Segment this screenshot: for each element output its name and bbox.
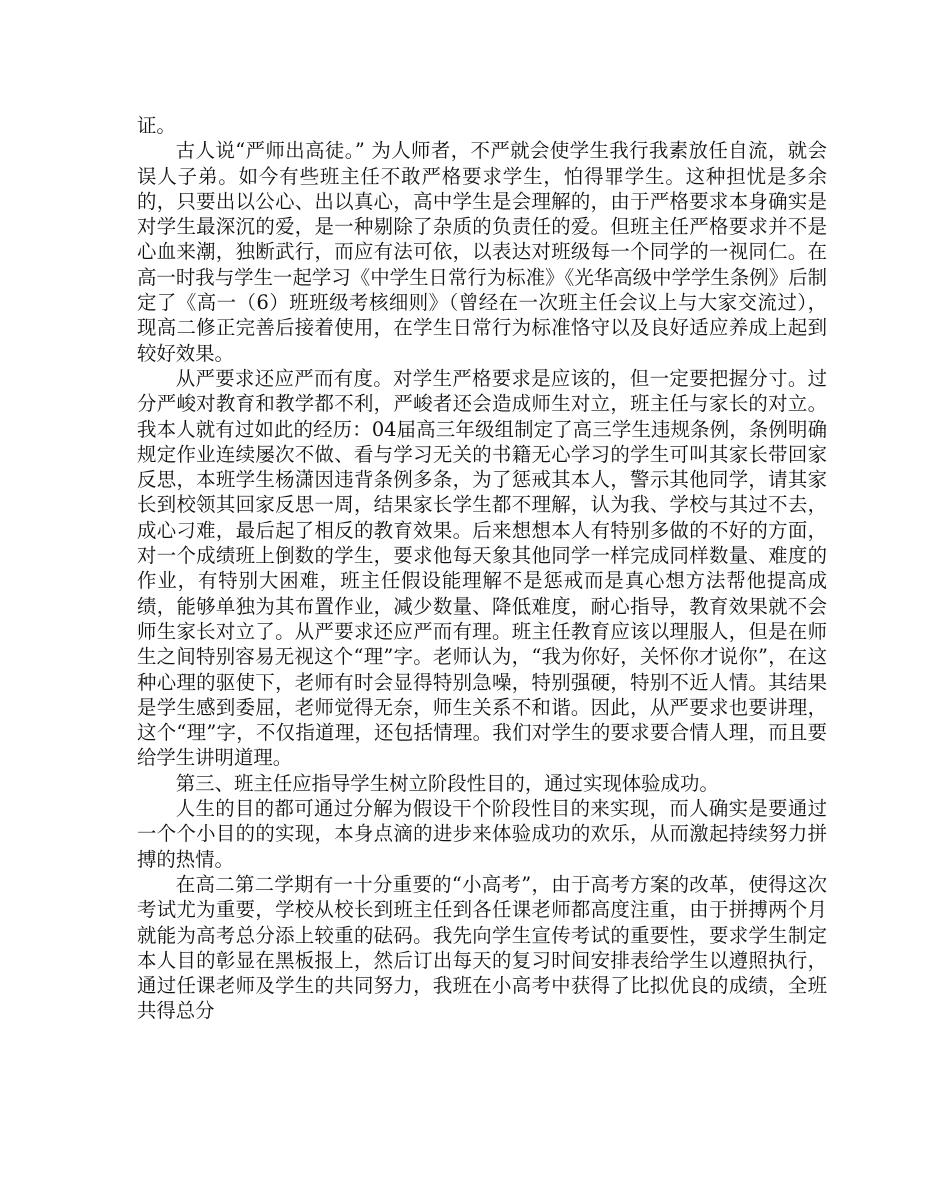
paragraph-continued: 证。 <box>137 114 176 137</box>
paragraph-strict-with-measure: 从严要求还应严而有度。对学生严格要求是应该的，但一定要把握分寸。过分严峻对教育和教学都不利，严峻者还会造成师生对立，班主任与家长的对立。我本人就有过如此的经历：04届高三年级组制定了高三学生违规条例，条例明确规定作业连续屡次不做、看与学习无关的书籍无心学习的学生可叫其家长带回家反思，本班学生杨潇因违背条例多条，为了惩戒其本人，警示其他同学，请其家长到校领其回家反思一周，结果家长学生都不理解，认为我、学校与其过不去，成心刁难，最后起了相反的教育效果。后来想想本人有特别多做的不好的方面，对一个成绩班上倒数的学生，要求他每天象其他同学一样完成同样数量、难度的作业，有特别大困难，班主任假设能理解不是惩戒而是真心想方法帮他提高成绩，能够单独为其布置作业，减少数量、降低难度，耐心指导，教育效果就不会师生家长对立了。从严要求还应严而有理。班主任教育应该以理服人，但是在师生之间特别容易无视这个“理”字。老师认为，“我为你好，关怀你才说你”，在这种心理的驱使下，老师有时会显得特别急噪，特别强硬，特别不近人情。其结果是学生感到委屈，老师觉得无奈，师生关系不和谐。因此，从严要求也要讲理，这个“理”字，不仅指道理，还包括情理。我们对学生的要求要合情人理，而且要给学生讲明道理。 <box>137 366 827 770</box>
paragraph-strict-teacher: 古人说“严师出高徒。” 为人师者，不严就会使学生我行我素放任自流，就会误人子弟。如今有些班主任不敢严格要求学生，怕得罪学生。这种担忧是多余的，只要出以公心、出以真心，高中学生是会理解的，由于严格要求本身确实是对学生最深沉的爱，是一种剔除了杂质的负责任的爱。但班主任严格要求并不是心血来潮，独断武行，而应有法可依，以表达对班级每一个同学的一视同仁。在高一时我与学生一起学习《中学生日常行为标准》《光华高级中学学生条例》后制定了《高一（6）班班级考核细则》（曾经在一次班主任会议上与大家交流过），现高二修正完善后接着使用，在学生日常行为标准恪守以及良好适应养成上起到较好效果。 <box>137 139 827 365</box>
document-page <box>137 113 827 1024</box>
paragraph-life-goals: 人生的目的都可通过分解为假设干个阶段性目的来实现，而人确实是要通过一个个小目的的实现，本身点滴的进步来体验成功的欢乐，从而激起持续努力拼搏的热情。 <box>137 797 827 871</box>
paragraph-small-gaokao: 在高二第二学期有一十分重要的“小高考”，由于高考方案的改革，使得这次考试尤为重要，学校从校长到班主任到各任课老师都高度注重，由于拼搏两个月就能为高考总分添上较重的砝码。我先向学生宣传考试的重要性，要求学生制定本人目的彰显在黑板报上，然后订出每天的复习时间安排表给学生以遵照执行，通过任课老师及学生的共同努力，我班在小高考中获得了比拟优良的成绩，全班共得总分 <box>137 872 827 1023</box>
paragraph-third-point-heading: 第三、班主任应指导学生树立阶段性目的，通过实现体验成功。 <box>175 771 719 795</box>
